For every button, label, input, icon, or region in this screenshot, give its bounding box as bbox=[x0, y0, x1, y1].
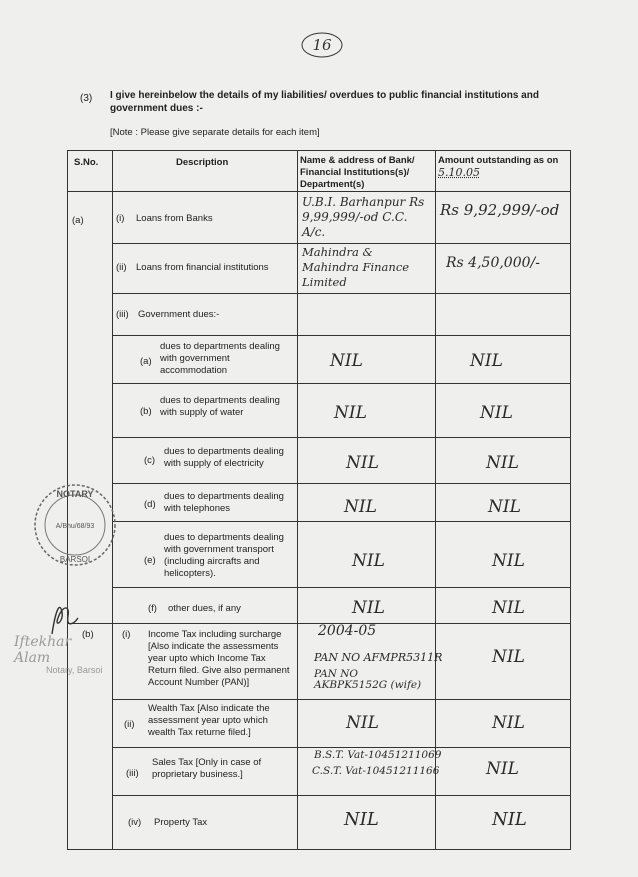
gov-c-bank-nil: NIL bbox=[346, 453, 379, 473]
row-divider bbox=[112, 383, 570, 384]
note-text: [Note : Please give separate details for each item] bbox=[110, 127, 320, 138]
row-divider bbox=[112, 795, 570, 796]
gov-c-amount-nil: NIL bbox=[486, 453, 519, 473]
row-divider bbox=[112, 521, 570, 522]
row-b-i-pan1: PAN NO AFMPR5311R bbox=[314, 651, 443, 664]
row-b-iii-num: (iii) bbox=[126, 768, 139, 779]
row-b-ii-desc: Wealth Tax [Also indicate the assessment year upto which wealth Tax returne filed.] bbox=[148, 703, 270, 738]
seal-middle-text: A/Bhu/68/93 bbox=[55, 523, 95, 530]
row-divider bbox=[112, 243, 570, 244]
notary-signature: Iftekhar Alam bbox=[14, 634, 72, 666]
row-b-iii-desc: Sales Tax [Only in case of proprietary business.] bbox=[152, 757, 262, 780]
row-divider bbox=[112, 699, 570, 700]
row-a-i-bank: U.B.I. Barhanpur Rs 9,99,999/-od C.C. A/c. bbox=[302, 195, 425, 239]
row-divider bbox=[68, 191, 570, 192]
header-amount-label: Amount outstanding as on bbox=[438, 155, 559, 166]
gov-e-desc: dues to departments dealing with government transport (including aircrafts and helicopters). bbox=[164, 532, 284, 579]
row-b-i-num: (i) bbox=[122, 629, 131, 640]
row-divider bbox=[112, 587, 570, 588]
gov-b-desc: dues to departments dealing with supply of water bbox=[160, 395, 280, 418]
gov-d-bank-nil: NIL bbox=[344, 497, 377, 517]
row-b-i-year: 2004-05 bbox=[318, 623, 377, 639]
item-number: (3) bbox=[80, 93, 93, 104]
row-a-i-desc: Loans from Banks bbox=[136, 213, 213, 224]
seal-top-text: NOTARY bbox=[56, 489, 94, 499]
row-a-i-num: (i) bbox=[116, 213, 125, 224]
gov-d-label: (d) bbox=[144, 499, 156, 510]
row-a-ii-num: (ii) bbox=[116, 262, 127, 273]
row-b-ii-bank-nil: NIL bbox=[346, 713, 379, 733]
gov-e-bank-nil: NIL bbox=[352, 551, 385, 571]
row-b-iii-amount-nil: NIL bbox=[486, 759, 519, 779]
gov-d-amount-nil: NIL bbox=[488, 497, 521, 517]
gov-f-amount-nil: NIL bbox=[492, 598, 525, 618]
gov-a-label: (a) bbox=[140, 356, 152, 367]
gov-c-desc: dues to departments dealing with supply of electricity bbox=[164, 446, 284, 469]
gov-e-label: (e) bbox=[144, 555, 156, 566]
gov-f-bank-nil: NIL bbox=[352, 598, 385, 618]
row-b-i-desc: Income Tax including surcharge [Also indicate the assessments year upto which Income Tax Return filed. Give also permanent Account Number (PAN)] bbox=[148, 629, 290, 688]
header-bank: Name & address of Bank/ Financial Institutions(s)/ Department(s) bbox=[300, 155, 415, 190]
intro-text: I give hereinbelow the details of my liabilities/ overdues to public financial institutions and government dues :- bbox=[110, 90, 539, 114]
gov-a-amount-nil: NIL bbox=[470, 351, 503, 371]
gov-b-amount-nil: NIL bbox=[480, 403, 513, 423]
header-amount-date: 5.10.05 bbox=[438, 166, 480, 179]
row-a-iii-num: (iii) bbox=[116, 309, 129, 320]
row-divider bbox=[112, 747, 570, 748]
row-divider bbox=[112, 437, 570, 438]
gov-c-label: (c) bbox=[144, 455, 156, 466]
gov-a-desc: dues to departments dealing with government accommodation bbox=[160, 341, 280, 376]
row-b-label: (b) bbox=[82, 629, 94, 640]
gov-f-label: (f) bbox=[148, 603, 157, 614]
seal-bottom-text: BARSOI bbox=[59, 555, 91, 564]
row-b-i-amount-nil: NIL bbox=[492, 647, 525, 667]
header-description: Description bbox=[176, 157, 229, 168]
page-number-circle bbox=[300, 30, 344, 60]
row-b-iv-amount-nil: NIL bbox=[492, 809, 527, 830]
gov-d-desc: dues to departments dealing with telephones bbox=[164, 491, 284, 514]
row-b-iii-bank2: C.S.T. Vat-10451211166 bbox=[312, 765, 440, 777]
gov-b-bank-nil: NIL bbox=[334, 403, 367, 423]
row-a-ii-desc: Loans from financial institutions bbox=[136, 262, 269, 273]
liabilities-table bbox=[67, 150, 571, 850]
row-divider bbox=[112, 335, 570, 336]
gov-b-label: (b) bbox=[140, 406, 152, 417]
gov-e-amount-nil: NIL bbox=[492, 551, 525, 571]
row-a-iii-desc: Government dues:- bbox=[138, 309, 220, 320]
row-a-ii-amount: Rs 4,50,000/- bbox=[446, 255, 540, 271]
col-divider bbox=[435, 151, 436, 849]
row-divider bbox=[112, 293, 570, 294]
row-b-iv-num: (iv) bbox=[128, 817, 142, 828]
page-number bbox=[300, 30, 344, 60]
notary-caption: Notary, Barsoi bbox=[46, 665, 103, 675]
page-number-text: 16 bbox=[312, 36, 332, 54]
row-b-ii-amount-nil: NIL bbox=[492, 713, 525, 733]
notary-seal-graphic bbox=[32, 482, 118, 568]
gov-f-desc: other dues, if any bbox=[168, 603, 241, 614]
row-b-iii-bank1: B.S.T. Vat-10451211069 bbox=[314, 749, 442, 761]
col-divider bbox=[297, 151, 298, 849]
gov-a-bank-nil: NIL bbox=[330, 351, 363, 371]
row-b-ii-num: (ii) bbox=[124, 719, 135, 730]
header-amount bbox=[438, 155, 568, 180]
row-b-i-pan2: PAN NO AKBPK5152G (wife) bbox=[314, 668, 422, 691]
header-sno: S.No. bbox=[74, 157, 99, 168]
row-b-iv-desc: Property Tax bbox=[154, 817, 208, 828]
row-a-i-amount: Rs 9,92,999/-od bbox=[440, 201, 560, 219]
row-b-iv-bank-nil: NIL bbox=[344, 809, 379, 830]
row-a-ii-bank: Mahindra & Mahindra Finance Limited bbox=[302, 245, 410, 289]
row-divider bbox=[112, 483, 570, 484]
notary-seal bbox=[32, 482, 118, 568]
row-a-label: (a) bbox=[72, 215, 84, 226]
